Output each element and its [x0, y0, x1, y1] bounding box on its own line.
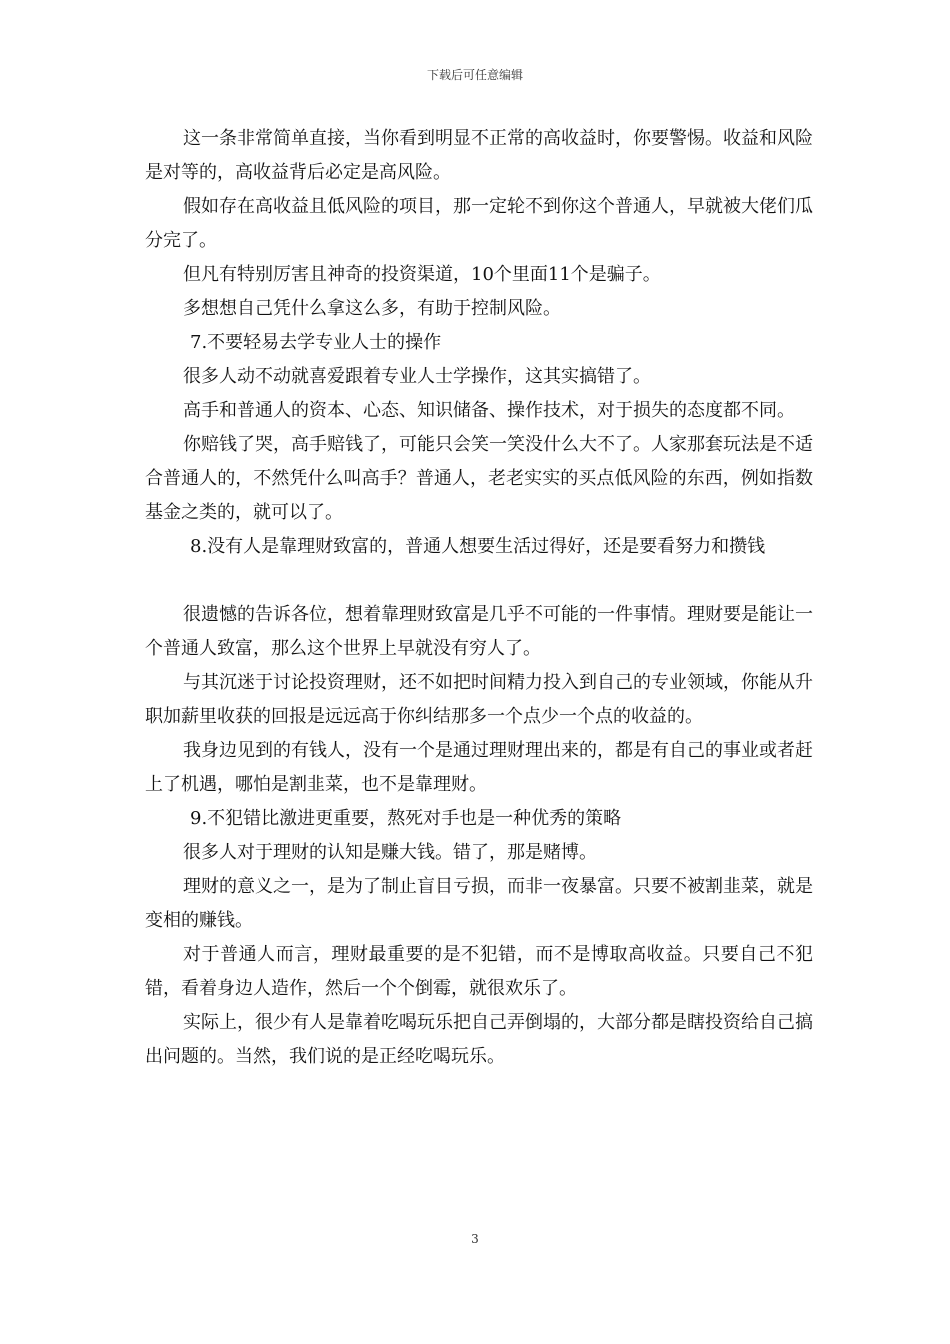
- page-number: 3: [471, 1232, 479, 1246]
- paragraph: 高手和普通人的资本、心态、知识储备、操作技术，对于损失的态度都不同。: [183, 400, 795, 421]
- paragraph: 很多人动不动就喜爱跟着专业人士学操作，这其实搞错了。: [183, 366, 651, 387]
- section-heading-7: 7.不要轻易去学专业人士的操作: [190, 332, 442, 353]
- blank-line: [145, 564, 813, 598]
- paragraph: 很多人对于理财的认知是赚大钱。错了，那是赌博。: [183, 842, 597, 863]
- paragraph: 我身边见到的有钱人，没有一个是通过理财理出来的，都是有自己的事业或者赶上了机遇，哪怕是割韭菜，也不是靠理财。: [145, 740, 813, 795]
- paragraph: 你赔钱了哭，高手赔钱了，可能只会笑一笑没什么大不了。人家那套玩法是不适合普通人的，不然凭什么叫高手？普通人，老老实实的买点低风险的东西，例如指数基金之类的，就可以了。: [145, 434, 813, 523]
- paragraph: 实际上，很少有人是靠着吃喝玩乐把自己弄倒塌的，大部分都是瞎投资给自己搞出问题的。当然，我们说的是正经吃喝玩乐。: [145, 1012, 813, 1067]
- section-heading-9: 9.不犯错比激进更重要，熬死对手也是一种优秀的策略: [190, 808, 622, 829]
- section-heading-8: 8.没有人是靠理财致富的，普通人想要生活过得好，还是要看努力和攒钱: [190, 536, 766, 557]
- paragraph: 理财的意义之一，是为了制止盲目亏损，而非一夜暴富。只要不被割韭菜，就是变相的赚钱。: [145, 876, 813, 931]
- paragraph: 假如存在高收益且低风险的项目，那一定轮不到你这个普通人，早就被大佬们瓜分完了。: [145, 196, 813, 251]
- page-header: 下载后可任意编辑: [426, 68, 523, 82]
- paragraph: 与其沉迷于讨论投资理财，还不如把时间精力投入到自己的专业领域，你能从升职加薪里收获的回报是远远高于你纠结那多一个点少一个点的收益的。: [145, 672, 813, 727]
- paragraph: 但凡有特别厉害且神奇的投资渠道，10个里面11个是骗子。: [183, 264, 661, 285]
- paragraph: 这一条非常简单直接，当你看到明显不正常的高收益时，你要警惕。收益和风险是对等的，高收益背后必定是高风险。: [145, 128, 813, 183]
- document-body: [145, 122, 813, 1074]
- paragraph: 多想想自己凭什么拿这么多，有助于控制风险。: [183, 298, 561, 319]
- paragraph: 对于普通人而言，理财最重要的是不犯错，而不是博取高收益。只要自己不犯错，看着身边人造作，然后一个个倒霉，就很欢乐了。: [145, 944, 813, 999]
- paragraph: 很遗憾的告诉各位，想着靠理财致富是几乎不可能的一件事情。理财要是能让一个普通人致富，那么这个世界上早就没有穷人了。: [145, 604, 813, 659]
